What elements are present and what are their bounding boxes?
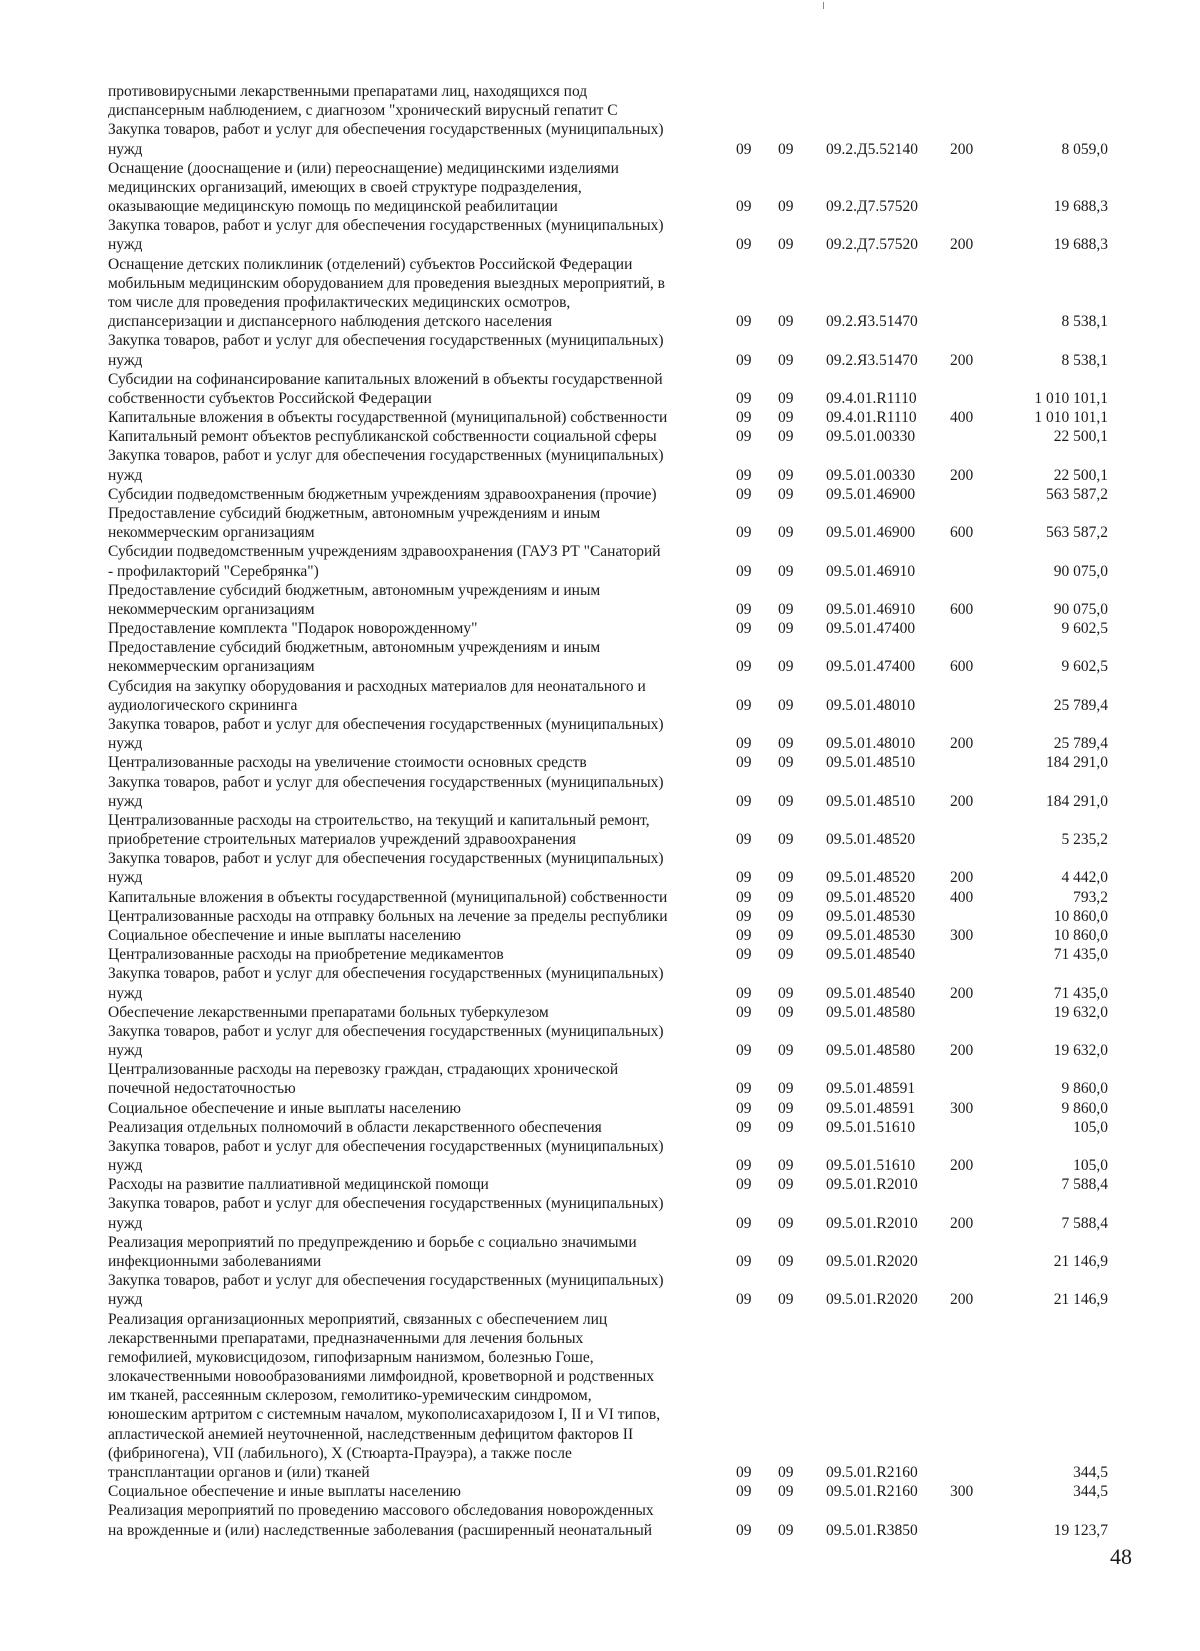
section-code: 09 — [736, 792, 752, 810]
target-article-code: 09.5.01.48580 — [826, 1042, 916, 1059]
target-article-code: 09.2.Д7.57520 — [826, 236, 918, 254]
section-code: 09 — [736, 524, 752, 542]
amount-value: 7 588,4 — [1061, 1176, 1108, 1194]
subsection-code: 09 — [778, 1157, 794, 1175]
amount-value: 344,5 — [1073, 1483, 1108, 1501]
amount-value: 90 075,0 — [1053, 562, 1108, 580]
expense-type-code: 200 — [950, 1214, 974, 1232]
subsection-code: 09 — [778, 1042, 794, 1059]
target-article-code: 09.4.01.R1110 — [826, 389, 917, 407]
section-code: 09 — [736, 735, 752, 753]
section-code: 09 — [736, 1080, 752, 1098]
target-article-code: 09.2.Я3.51470 — [826, 351, 918, 369]
amount-value: 7 588,4 — [1061, 1214, 1108, 1232]
expense-type-code: 400 — [950, 888, 974, 906]
expense-type-code: 200 — [950, 351, 974, 369]
section-code: 09 — [736, 1253, 752, 1270]
row-description: Расходы на развитие паллиативной медицинской помощи — [108, 1176, 489, 1194]
amount-value: 22 500,1 — [1053, 466, 1108, 484]
amount-value: 25 789,4 — [1053, 735, 1108, 753]
section-code: 09 — [736, 236, 752, 254]
row-description: нужд — [108, 1291, 143, 1309]
amount-value: 105,0 — [1073, 1157, 1108, 1175]
section-code: 09 — [736, 907, 752, 925]
target-article-code: 09.5.01.48520 — [826, 888, 916, 906]
row-description: том числе для проведения профилактических медицинских осмотров, — [108, 294, 571, 311]
scan-artifact-mark — [823, 2, 824, 9]
row-description: трансплантации органов и (или) тканей — [108, 1464, 370, 1481]
row-description: им тканей, рассеянным склерозом, гемолитико-уремическим синдромом, — [108, 1387, 592, 1405]
section-code: 09 — [736, 140, 752, 158]
target-article-code: 09.5.01.R2160 — [826, 1464, 918, 1481]
amount-value: 9 602,5 — [1061, 658, 1108, 676]
row-description: гемофилией, муковисцидозом, гипофизарным нанизмом, болезнью Гоше, — [108, 1348, 594, 1366]
amount-value: 9 860,0 — [1061, 1080, 1108, 1098]
row-description: нужд — [108, 236, 143, 254]
row-description: почечной недостаточностью — [108, 1080, 296, 1098]
subsection-code: 09 — [778, 792, 794, 810]
section-code: 09 — [736, 485, 752, 503]
section-code: 09 — [736, 198, 752, 216]
subsection-code: 09 — [778, 198, 794, 216]
row-description: мобильным медицинским оборудованием для проведения выездных мероприятий, в — [108, 274, 666, 292]
target-article-code: 09.5.01.R2020 — [826, 1291, 918, 1309]
row-description: Реализация мероприятий по проведению массового обследования новорожденных — [108, 1502, 654, 1520]
amount-value: 8 538,1 — [1061, 313, 1108, 331]
amount-value: 19 632,0 — [1053, 1003, 1108, 1021]
subsection-code: 09 — [778, 1521, 794, 1539]
row-description: лекарственными препаратами, предназначенными для лечения больных — [108, 1329, 584, 1347]
target-article-code: 09.5.01.48520 — [826, 869, 916, 887]
amount-value: 563 587,2 — [1046, 524, 1108, 542]
target-article-code: 09.5.01.46900 — [826, 485, 916, 503]
section-code: 09 — [736, 831, 752, 848]
amount-value: 344,5 — [1073, 1464, 1108, 1481]
section-code: 09 — [736, 1214, 752, 1232]
subsection-code: 09 — [778, 428, 794, 446]
row-description: Закупка товаров, работ и услуг для обеспечения государственных (муниципальных) — [108, 773, 664, 791]
subsection-code: 09 — [778, 831, 794, 848]
row-description: диспансерным наблюдением, с диагнозом "хронический вирусный гепатит С — [108, 102, 618, 120]
target-article-code: 09.5.01.48510 — [826, 792, 916, 810]
row-description: Реализация мероприятий по предупреждению и борьбе с социально значимыми — [108, 1233, 637, 1251]
amount-value: 22 500,1 — [1053, 428, 1108, 446]
target-article-code: 09.4.01.R1110 — [826, 409, 917, 427]
section-code: 09 — [736, 754, 752, 772]
subsection-code: 09 — [778, 313, 794, 331]
row-description: Закупка товаров, работ и услуг для обеспечения государственных (муниципальных) — [108, 332, 664, 350]
row-description: противовирусными лекарственными препаратами лиц, находящихся под — [108, 83, 588, 100]
row-description: Закупка товаров, работ и услуг для обеспечения государственных (муниципальных) — [108, 715, 664, 733]
target-article-code: 09.5.01.46900 — [826, 524, 916, 542]
amount-value: 9 602,5 — [1061, 620, 1108, 637]
row-description: Централизованные расходы на отправку больных на лечение за пределы республики — [108, 907, 668, 925]
row-description: Предоставление субсидий бюджетным, автономным учреждениям и иным — [108, 505, 601, 522]
amount-value: 9 860,0 — [1061, 1099, 1108, 1117]
row-description: Закупка товаров, работ и услуг для обеспечения государственных (муниципальных) — [108, 217, 664, 235]
subsection-code: 09 — [778, 1118, 794, 1136]
row-description: Закупка товаров, работ и услуг для обеспечения государственных (муниципальных) — [108, 850, 664, 868]
target-article-code: 09.5.01.48520 — [826, 831, 916, 848]
expense-type-code: 200 — [950, 984, 974, 1002]
section-code: 09 — [736, 926, 752, 944]
target-article-code: 09.5.01.51610 — [826, 1118, 916, 1136]
amount-value: 105,0 — [1073, 1118, 1108, 1136]
row-description: Социальное обеспечение и иные выплаты населению — [108, 926, 462, 944]
subsection-code: 09 — [778, 735, 794, 753]
target-article-code: 09.5.01.R3850 — [826, 1521, 918, 1539]
subsection-code: 09 — [778, 1176, 794, 1194]
expense-type-code: 200 — [950, 1042, 974, 1059]
row-description: Централизованные расходы на перевозку граждан, страдающих хронической — [108, 1061, 619, 1079]
section-code: 09 — [736, 946, 752, 964]
row-description: Закупка товаров, работ и услуг для обеспечения государственных (муниципальных) — [108, 1195, 664, 1213]
section-code: 09 — [736, 1042, 752, 1059]
amount-value: 5 235,2 — [1061, 831, 1108, 848]
row-description: Субсидии на софинансирование капитальных вложений в объекты государственной — [108, 370, 663, 388]
subsection-code: 09 — [778, 658, 794, 676]
expense-type-code: 200 — [950, 466, 974, 484]
row-description: Капитальные вложения в объекты государственной (муниципальной) собственности — [108, 888, 668, 906]
target-article-code: 09.5.01.47400 — [826, 658, 916, 676]
subsection-code: 09 — [778, 389, 794, 407]
expense-type-code: 600 — [950, 524, 974, 542]
target-article-code: 09.2.Д5.52140 — [826, 140, 918, 158]
row-description: инфекционными заболеваниями — [108, 1253, 322, 1270]
row-description: диспансеризации и диспансерного наблюдения детского населения — [108, 313, 553, 331]
row-description: на врожденные и (или) наследственные заболевания (расширенный неонатальный — [108, 1521, 653, 1539]
section-code: 09 — [736, 1483, 752, 1501]
row-description: Оснащение (дооснащение и (или) переоснащение) медицинскими изделиями — [108, 159, 619, 177]
row-description: нужд — [108, 792, 143, 810]
amount-value: 21 146,9 — [1053, 1253, 1108, 1270]
section-code: 09 — [736, 409, 752, 427]
section-code: 09 — [736, 1099, 752, 1117]
amount-value: 184 291,0 — [1046, 792, 1108, 810]
row-description: нужд — [108, 1157, 143, 1175]
row-description: приобретение строительных материалов учреждений здравоохранения — [108, 831, 576, 848]
section-code: 09 — [736, 1118, 752, 1136]
row-description: апластической анемией неуточненной, наследственным дефицитом факторов II — [108, 1425, 634, 1443]
section-code: 09 — [736, 1464, 752, 1481]
target-article-code: 09.5.01.00330 — [826, 428, 916, 446]
row-description: нужд — [108, 140, 143, 158]
subsection-code: 09 — [778, 1214, 794, 1232]
expense-type-code: 300 — [950, 926, 974, 944]
row-description: Закупка товаров, работ и услуг для обеспечения государственных (муниципальных) — [108, 121, 664, 139]
row-description: Предоставление комплекта "Подарок новорожденному" — [108, 620, 478, 637]
target-article-code: 09.5.01.48530 — [826, 926, 916, 944]
row-description: Оснащение детских поликлиник (отделений) субъектов Российской Федерации — [108, 255, 633, 273]
target-article-code: 09.5.01.48510 — [826, 754, 916, 772]
amount-value: 71 435,0 — [1053, 984, 1108, 1002]
target-article-code: 09.5.01.48591 — [826, 1080, 916, 1098]
row-description: аудиологического скрининга — [108, 696, 298, 714]
subsection-code: 09 — [778, 696, 794, 714]
row-description: Социальное обеспечение и иные выплаты населению — [108, 1483, 462, 1501]
row-description: Капитальные вложения в объекты государственной (муниципальной) собственности — [108, 409, 668, 427]
row-description: Реализация отдельных полномочий в области лекарственного обеспечения — [108, 1118, 602, 1136]
amount-value: 90 075,0 — [1053, 600, 1108, 618]
amount-value: 19 632,0 — [1053, 1042, 1108, 1059]
row-description: Централизованные расходы на приобретение медикаментов — [108, 946, 504, 964]
expense-type-code: 600 — [950, 658, 974, 676]
row-description: Обеспечение лекарственными препаратами больных туберкулезом — [108, 1003, 549, 1021]
subsection-code: 09 — [778, 946, 794, 964]
target-article-code: 09.5.01.48540 — [826, 984, 916, 1002]
page-number: 48 — [1110, 1544, 1132, 1569]
row-description: нужд — [108, 735, 143, 753]
expense-type-code: 200 — [950, 869, 974, 887]
subsection-code: 09 — [778, 140, 794, 158]
amount-value: 19 688,3 — [1053, 198, 1108, 216]
subsection-code: 09 — [778, 1483, 794, 1501]
row-description: Закупка товаров, работ и услуг для обеспечения государственных (муниципальных) — [108, 447, 664, 465]
expense-type-code: 400 — [950, 409, 974, 427]
subsection-code: 09 — [778, 984, 794, 1002]
subsection-code: 09 — [778, 926, 794, 944]
expense-type-code: 300 — [950, 1483, 974, 1501]
subsection-code: 09 — [778, 1464, 794, 1481]
subsection-code: 09 — [778, 1291, 794, 1309]
subsection-code: 09 — [778, 907, 794, 925]
expense-type-code: 200 — [950, 140, 974, 158]
section-code: 09 — [736, 1003, 752, 1021]
subsection-code: 09 — [778, 409, 794, 427]
target-article-code: 09.5.01.48530 — [826, 907, 916, 925]
row-description: Закупка товаров, работ и услуг для обеспечения государственных (муниципальных) — [108, 1272, 664, 1290]
expense-type-code: 200 — [950, 1157, 974, 1175]
subsection-code: 09 — [778, 620, 794, 637]
row-description: Социальное обеспечение и иные выплаты населению — [108, 1099, 462, 1117]
target-article-code: 09.5.01.00330 — [826, 466, 916, 484]
section-code: 09 — [736, 1176, 752, 1194]
row-description: нужд — [108, 466, 143, 484]
amount-value: 184 291,0 — [1046, 754, 1108, 772]
row-description: Закупка товаров, работ и услуг для обеспечения государственных (муниципальных) — [108, 1022, 664, 1040]
amount-value: 19 688,3 — [1053, 236, 1108, 254]
row-description: Централизованные расходы на строительство, на текущий и капитальный ремонт, — [108, 811, 650, 829]
section-code: 09 — [736, 351, 752, 369]
row-description: Субсидия на закупку оборудования и расходных материалов для неонатального и — [108, 677, 646, 695]
amount-value: 19 123,7 — [1053, 1521, 1108, 1539]
target-article-code: 09.5.01.48591 — [826, 1099, 916, 1117]
row-description: Реализация организационных мероприятий, связанных с обеспечением лиц — [108, 1310, 608, 1328]
amount-value: 10 860,0 — [1053, 926, 1108, 944]
expense-type-code: 300 — [950, 1099, 974, 1117]
section-code: 09 — [736, 696, 752, 714]
row-description: нужд — [108, 1042, 143, 1059]
row-description: - профилакторий "Серебрянка") — [108, 562, 319, 580]
amount-value: 71 435,0 — [1053, 946, 1108, 964]
subsection-code: 09 — [778, 1080, 794, 1098]
row-description: нужд — [108, 984, 143, 1002]
amount-value: 8 059,0 — [1061, 140, 1108, 158]
row-description: нужд — [108, 869, 143, 887]
target-article-code: 09.5.01.R2010 — [826, 1214, 918, 1232]
amount-value: 563 587,2 — [1046, 485, 1108, 503]
section-code: 09 — [736, 869, 752, 887]
expense-type-code: 200 — [950, 735, 974, 753]
subsection-code: 09 — [778, 562, 794, 580]
amount-value: 4 442,0 — [1061, 869, 1108, 887]
row-description: Закупка товаров, работ и услуг для обеспечения государственных (муниципальных) — [108, 1137, 664, 1155]
row-description: медицинских организаций, имеющих в своей структуре подразделения, — [108, 178, 582, 196]
row-description: нужд — [108, 1214, 143, 1232]
amount-value: 793,2 — [1073, 888, 1108, 906]
subsection-code: 09 — [778, 888, 794, 906]
amount-value: 1 010 101,1 — [1034, 389, 1108, 407]
row-description: Предоставление субсидий бюджетным, автономным учреждениям и иным — [108, 581, 601, 599]
amount-value: 21 146,9 — [1053, 1291, 1108, 1309]
target-article-code: 09.5.01.48540 — [826, 946, 916, 964]
section-code: 09 — [736, 984, 752, 1002]
row-description: некоммерческим организациям — [108, 658, 315, 676]
target-article-code: 09.5.01.R2160 — [826, 1483, 918, 1501]
section-code: 09 — [736, 466, 752, 484]
row-description: злокачественными новообразованиями лимфоидной, кроветворной и родственных — [108, 1368, 655, 1386]
amount-value: 1 010 101,1 — [1034, 409, 1108, 427]
row-description: оказывающие медицинскую помощь по медицинской реабилитации — [108, 198, 558, 216]
row-description: Субсидии подведомственным учреждениям здравоохранения (ГАУЗ РТ "Санаторий — [108, 543, 661, 561]
expense-type-code: 200 — [950, 1291, 974, 1309]
section-code: 09 — [736, 1291, 752, 1309]
row-description: (фибриногена), VII (лабильного), X (Стюарта-Прауэра), а также после — [108, 1444, 572, 1462]
target-article-code: 09.5.01.48010 — [826, 696, 916, 714]
row-description: собственности субъектов Российской Федерации — [108, 389, 432, 407]
subsection-code: 09 — [778, 754, 794, 772]
section-code: 09 — [736, 562, 752, 580]
expense-type-code: 600 — [950, 600, 974, 618]
subsection-code: 09 — [778, 600, 794, 618]
subsection-code: 09 — [778, 869, 794, 887]
section-code: 09 — [736, 658, 752, 676]
section-code: 09 — [736, 1157, 752, 1175]
section-code: 09 — [736, 888, 752, 906]
amount-value: 10 860,0 — [1053, 907, 1108, 925]
section-code: 09 — [736, 389, 752, 407]
target-article-code: 09.5.01.47400 — [826, 620, 916, 637]
section-code: 09 — [736, 600, 752, 618]
expense-type-code: 200 — [950, 236, 974, 254]
subsection-code: 09 — [778, 1099, 794, 1117]
subsection-code: 09 — [778, 236, 794, 254]
amount-value: 8 538,1 — [1061, 351, 1108, 369]
subsection-code: 09 — [778, 351, 794, 369]
amount-value: 25 789,4 — [1053, 696, 1108, 714]
target-article-code: 09.5.01.48010 — [826, 735, 916, 753]
subsection-code: 09 — [778, 524, 794, 542]
target-article-code: 09.5.01.46910 — [826, 562, 916, 580]
row-description: некоммерческим организациям — [108, 524, 315, 542]
target-article-code: 09.2.Д7.57520 — [826, 198, 918, 216]
row-description: Предоставление субсидий бюджетным, автономным учреждениям и иным — [108, 639, 601, 657]
subsection-code: 09 — [778, 1003, 794, 1021]
target-article-code: 09.5.01.48580 — [826, 1003, 916, 1021]
target-article-code: 09.5.01.46910 — [826, 600, 916, 618]
row-description: некоммерческим организациям — [108, 600, 315, 618]
subsection-code: 09 — [778, 485, 794, 503]
target-article-code: 09.5.01.R2020 — [826, 1253, 918, 1270]
row-description: Централизованные расходы на увеличение стоимости основных средств — [108, 754, 587, 772]
subsection-code: 09 — [778, 466, 794, 484]
row-description: Субсидии подведомственным бюджетным учреждениям здравоохранения (прочие) — [108, 485, 657, 503]
row-description: юношеским артритом с системным началом, мукополисахаридозом I, II и VI типов, — [108, 1406, 661, 1424]
target-article-code: 09.2.Я3.51470 — [826, 313, 918, 331]
target-article-code: 09.5.01.51610 — [826, 1157, 916, 1175]
expense-type-code: 200 — [950, 792, 974, 810]
row-description: Капитальный ремонт объектов республиканской собственности социальной сферы — [108, 428, 657, 446]
row-description: Закупка товаров, работ и услуг для обеспечения государственных (муниципальных) — [108, 965, 664, 983]
row-description: нужд — [108, 351, 143, 369]
target-article-code: 09.5.01.R2010 — [826, 1176, 918, 1194]
section-code: 09 — [736, 313, 752, 331]
section-code: 09 — [736, 428, 752, 446]
section-code: 09 — [736, 1521, 752, 1539]
section-code: 09 — [736, 620, 752, 637]
subsection-code: 09 — [778, 1253, 794, 1270]
